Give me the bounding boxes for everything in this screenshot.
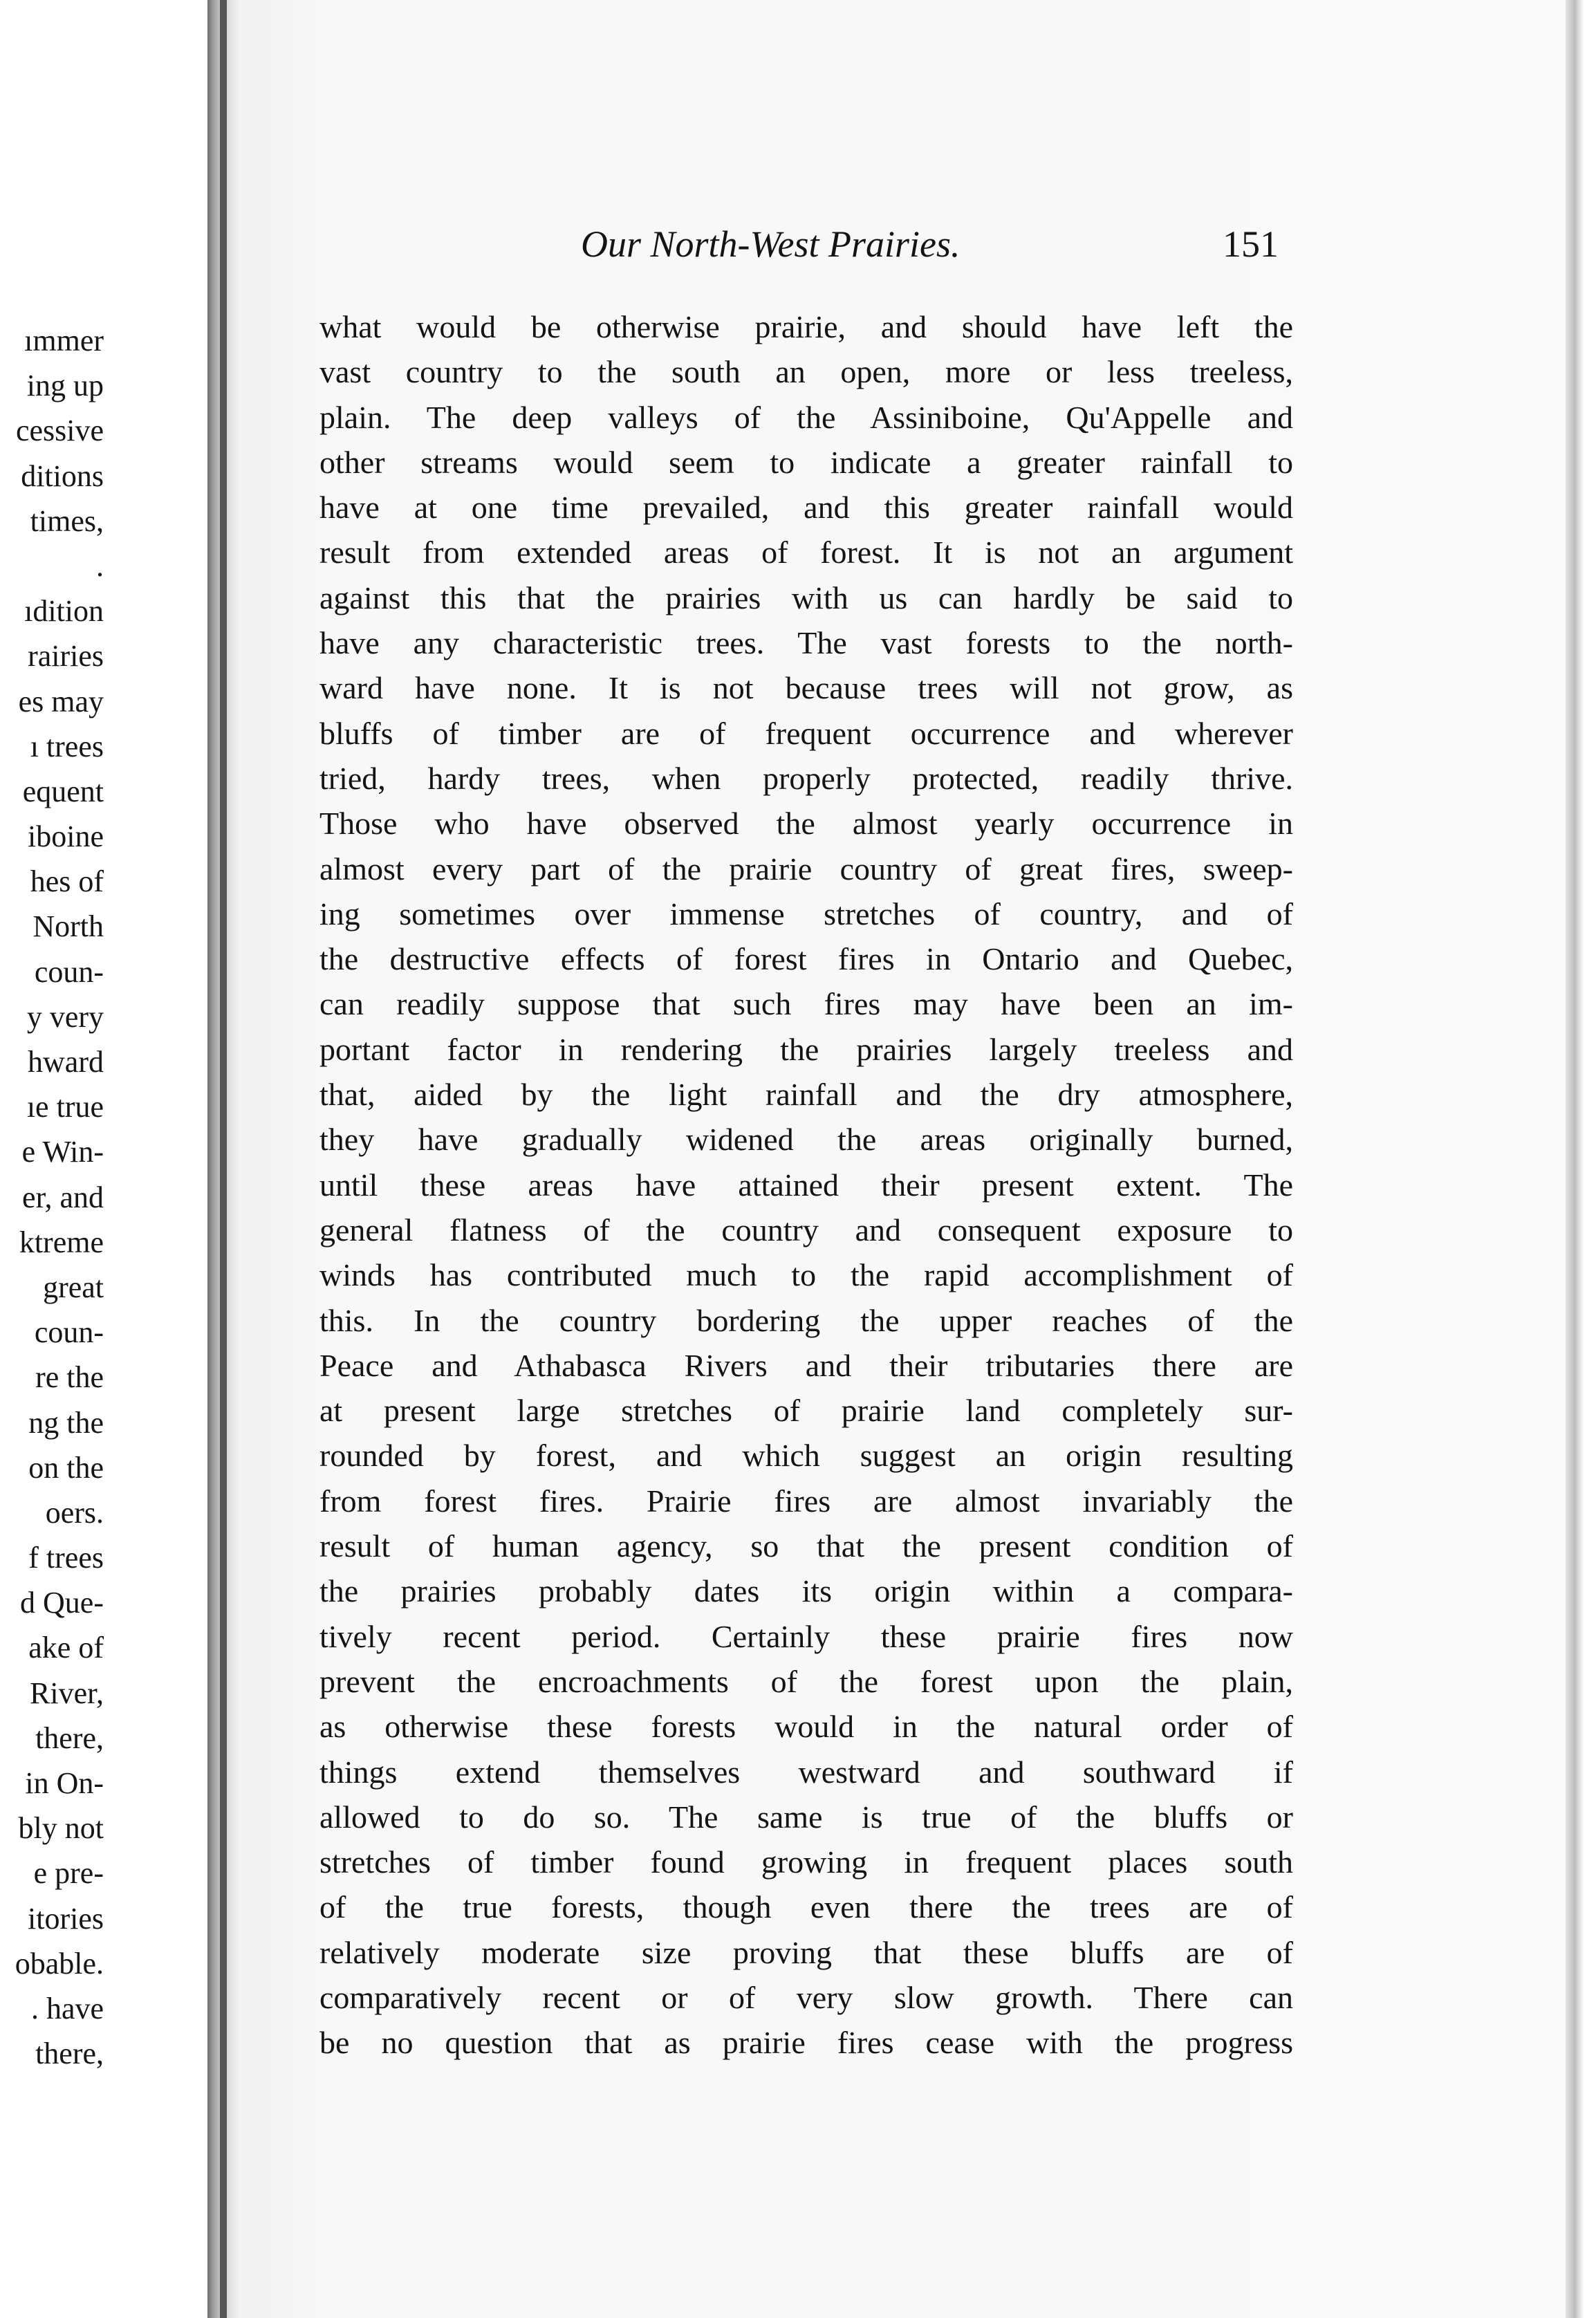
text-line: ing sometimes over immense stretches of country, and of [319,896,1293,931]
page-edge [1566,0,1596,2318]
text-line: relatively moderate size proving that these bluffs are of [319,1934,1293,1970]
facing-page-line: iboine [28,819,104,854]
text-line: stretches of timber found growing in frequent places south [319,1844,1293,1880]
facing-page-line: bly not [18,1811,104,1846]
text-line: what would be otherwise prairie, and should have left the [319,309,1293,344]
facing-page-line: ake of [28,1631,104,1665]
text-line: they have gradually widened the areas originally burned, [319,1122,1293,1158]
text-line: result from extended areas of forest. It is not an argument [319,535,1293,571]
facing-page-line: ditions [21,458,104,493]
facing-page-line: coun- [34,954,104,989]
facing-page-line: there, [35,2037,104,2071]
text-line: have at one time prevailed, and this greater rainfall would [319,490,1293,526]
facing-page-line: ıdition [24,594,104,629]
facing-page-line: times, [30,503,104,538]
text-line: that, aided by the light rainfall and the dry atmosphere, [319,1077,1293,1113]
text-line: tried, hardy trees, when properly protected, readily thrive. [319,760,1293,796]
text-line: plain. The deep valleys of the Assiniboine, Qu'Appelle and [319,399,1293,435]
text-line: have any characteristic trees. The vast forests to the north- [319,625,1293,661]
facing-page-line: ing up [26,369,104,403]
text-line: the destructive effects of forest fires in Ontario and Quebec, [319,941,1293,977]
facing-page-line: coun- [34,1315,104,1350]
text-line: Peace and Athabasca Rivers and their tributaries there are [319,1347,1293,1383]
facing-page-line: ktreme [19,1225,104,1259]
text-line: prevent the encroachments of the forest upon the plain, [319,1663,1293,1699]
page-number: 151 [1223,223,1279,265]
facing-page-line: North [33,909,104,944]
facing-page-line: equent [22,774,104,808]
binding-shadow [220,0,227,2318]
facing-page-line: . have [30,1991,104,2025]
facing-page-line: er, and [22,1180,104,1214]
facing-page-line: d Que- [20,1586,104,1620]
text-line: be no question that as prairie fires cease with the progress [319,2025,1293,2061]
text-line: winds has contributed much to the rapid accomplishment of [319,1257,1293,1293]
facing-page-line: there, [35,1721,104,1755]
facing-page-line: cessive [15,414,104,448]
text-line: from forest fires. Prairie fires are almost invariably the [319,1483,1293,1519]
text-line: Those who have observed the almost yearly occurrence in [319,806,1293,842]
text-line: against this that the prairies with us can hardly be said to [319,580,1293,615]
text-line: portant factor in rendering the prairies largely treeless and [319,1031,1293,1067]
text-line: of the true forests, though even there the trees are of [319,1889,1293,1925]
text-line: things extend themselves westward and southward if [319,1754,1293,1790]
facing-page-line: ng the [28,1405,104,1440]
text-line: can readily suppose that such fires may have been an im- [319,986,1293,1022]
facing-page-line: hes of [30,864,104,899]
text-line: ward have none. It is not because trees will not grow, as [319,670,1293,706]
text-line: tively recent period. Certainly these prairie fires now [319,1618,1293,1654]
text-line: at present large stretches of prairie land completely sur- [319,1393,1293,1429]
facing-page-text [0,318,104,2076]
facing-page-line: es may [18,684,104,718]
text-line: allowed to do so. The same is true of the bluffs or [319,1799,1293,1835]
facing-page-line: f trees [28,1541,104,1575]
facing-page-line: obable. [15,1946,104,1981]
facing-page-line: e Win- [21,1135,104,1169]
facing-page-line: y very [26,999,104,1034]
text-line: vast country to the south an open, more or less treeless, [319,354,1293,390]
text-line: other streams would seem to indicate a greater rainfall to [319,444,1293,480]
text-line: bluffs of timber are of frequent occurrence and wherever [319,715,1293,751]
facing-page-line: e pre- [33,1856,104,1891]
facing-page-left [0,0,207,2318]
body-text [319,304,1293,2066]
text-line: general flatness of the country and consequent exposure to [319,1212,1293,1248]
text-line: as otherwise these forests would in the natural order of [319,1709,1293,1745]
facing-page-line: ıe true [26,1090,104,1124]
text-line: result of human agency, so that the present condition of [319,1528,1293,1564]
facing-page-line: great [43,1270,104,1304]
facing-page-line: on the [28,1450,104,1485]
facing-page-line: in On- [25,1766,104,1800]
running-head: Our North-West Prairies. [581,223,961,265]
facing-page-line: re the [35,1360,104,1395]
facing-page-line: . [96,548,104,583]
facing-page-line: hward [28,1045,104,1079]
facing-page-line: oers. [45,1495,104,1530]
text-line: rounded by forest, and which suggest an origin resulting [319,1438,1293,1474]
facing-page-line: ı trees [30,729,104,763]
text-line: until these areas have attained their present extent. The [319,1167,1293,1203]
text-line: the prairies probably dates its origin within a compara- [319,1573,1293,1609]
facing-page-line: ımmer [24,324,104,358]
text-line: comparatively recent or of very slow growth. There can [319,1979,1293,2015]
text-line: almost every part of the prairie country of great fires, sweep- [319,851,1293,887]
facing-page-line: rairies [28,639,104,674]
text-line: this. In the country bordering the upper reaches of the [319,1302,1293,1338]
facing-page-line: River, [30,1676,104,1710]
facing-page-line: itories [28,1901,104,1936]
